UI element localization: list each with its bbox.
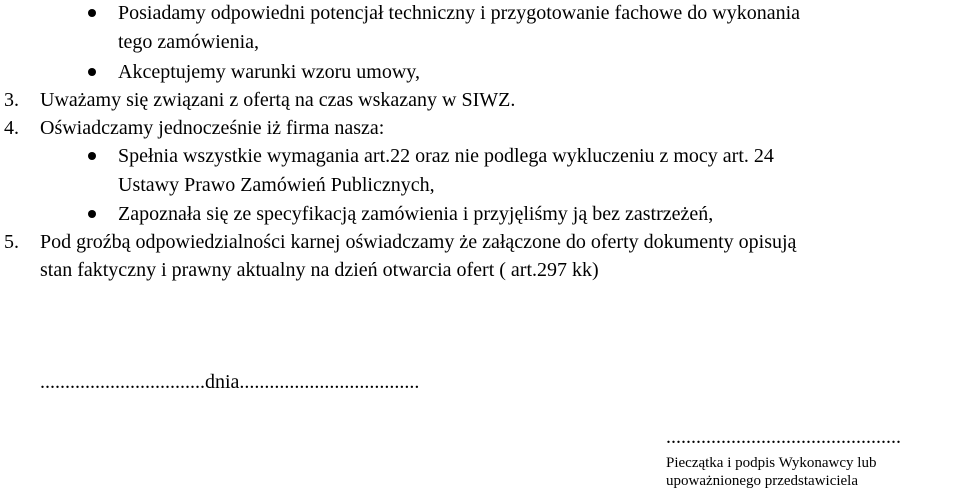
- item-4-bullet-1-line1: Spełnia wszystkie wymagania art.22 oraz nie podlega wykluczeniu z mocy art. 24: [118, 145, 774, 167]
- bullet-icon: [88, 152, 96, 160]
- signature-caption-line1: Pieczątka i podpis Wykonawcy lub: [666, 455, 877, 471]
- item-5-line2: stan faktyczny i prawny aktualny na dzień otwarcia ofert ( art.297 kk): [40, 259, 599, 281]
- bullet-potential-line2: tego zamówienia,: [118, 31, 260, 53]
- signature-dots: ...............................................: [666, 426, 901, 448]
- item-3-text: Uważamy się związani z ofertą na czas wskazany w SIWZ.: [40, 89, 516, 111]
- item-4-bullet-2: Zapoznała się ze specyfikacją zamówienia i przyjęliśmy ją bez zastrzeżeń,: [118, 203, 714, 225]
- item-4-number: 4.: [4, 117, 19, 139]
- bullet-icon: [88, 68, 96, 76]
- item-5-line1: Pod groźbą odpowiedzialności karnej oświadczamy że załączone do oferty dokumenty opisują: [40, 231, 797, 253]
- item-3-number: 3.: [4, 89, 19, 111]
- item-4-bullet-1-line2: Ustawy Prawo Zamówień Publicznych,: [118, 174, 435, 196]
- date-line: .................................dnia....................................: [40, 371, 420, 393]
- bullet-icon: [88, 9, 96, 17]
- item-4-text: Oświadczamy jednocześnie iż firma nasza:: [40, 117, 385, 139]
- bullet-icon: [88, 210, 96, 218]
- signature-caption-line2: upoważnionego przedstawiciela: [666, 473, 859, 489]
- item-5-number: 5.: [4, 231, 19, 253]
- bullet-potential-line1: Posiadamy odpowiedni potencjał techniczny i przygotowanie fachowe do wykonania: [118, 2, 801, 24]
- bullet-accept-terms: Akceptujemy warunki wzoru umowy,: [118, 61, 420, 83]
